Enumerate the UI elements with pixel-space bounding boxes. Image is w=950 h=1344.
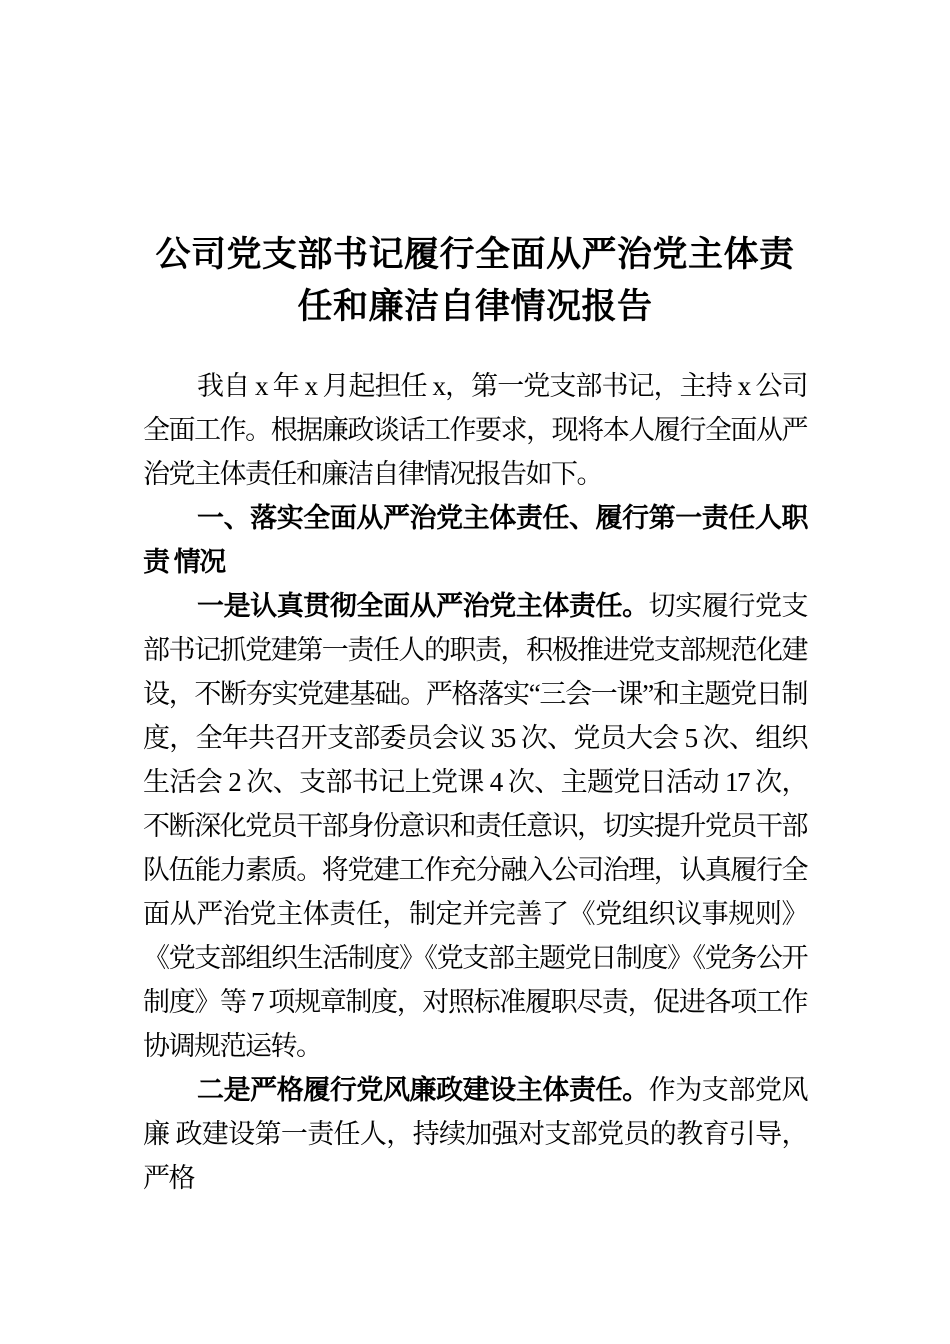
paragraph-lead-bold: 一是认真贯彻全面从严治党主体责任。 bbox=[197, 591, 649, 621]
section-heading bbox=[143, 496, 807, 584]
document-title: 公司党支部书记履行全面从严治党主体责任和廉洁自律情况报告 bbox=[155, 235, 795, 326]
paragraph-lead-bold: 二是严格履行党风廉政建设主体责任。 bbox=[197, 1075, 649, 1105]
paragraph bbox=[143, 364, 807, 496]
paragraph bbox=[143, 1068, 807, 1200]
document-body bbox=[143, 364, 807, 1200]
paragraph-text: 作为支部党风廉 政建设第一责任人，持续加强对支部党员的教育引导，严格 bbox=[143, 1075, 808, 1193]
paragraph bbox=[143, 584, 807, 1068]
paragraph-text: 我自 x 年 x 月起担任 x，第一党支部书记，主持 x 公司全面工作。根据廉政谈话工作要求，现将本人履行全面从严治党主体责任和廉洁自律情况报告如下。 bbox=[143, 371, 807, 489]
paragraph-text: 切实履行党支部书记抓党建第一责任人的职责，积极推进党支部规范化建设，不断夯实党建基础。严格落实“三会一课”和主题党日制度，全年共召开支部委员会议 35 次、党员大会 5 次、组织生活会 2 次、支部书记上党课 4 次、主题党日活动 17 次，不断深化党员干部身份意识和责任意识，切实提升党员干部队伍能力素质。将党建工作充分融入公司治理，认真履行全面从严治党主体责任，制定并完善了《党组织议事规则》《党支部组织生活制度》《党支部主题党日制度》《党务公开制度》等 7 项规章制度，对照标准履职尽责，促进各项工作协调规范运转。 bbox=[143, 591, 808, 1061]
paragraph-text: 一、落实全面从严治党主体责任、履行第一责任人职责 情况 bbox=[143, 503, 807, 577]
